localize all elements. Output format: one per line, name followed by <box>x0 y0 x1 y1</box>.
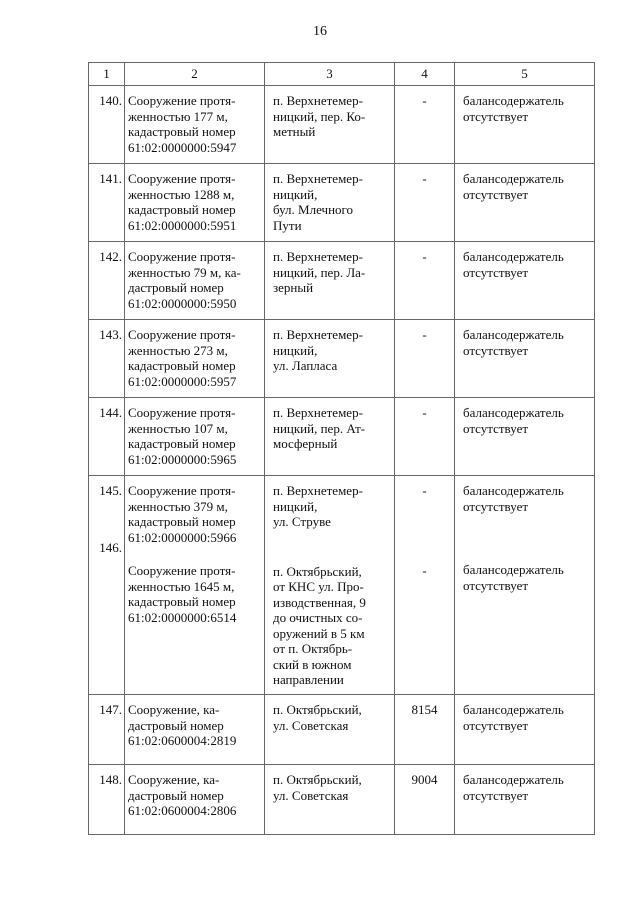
object-area: - <box>395 164 455 242</box>
table-row <box>89 695 595 765</box>
object-name: Сооружение протя- женностью 1645 м, кадастровый номер 61:02:0000000:6514 <box>128 563 237 625</box>
object-area: - <box>395 86 455 164</box>
column-header-3: 3 <box>265 63 395 86</box>
table-row <box>89 398 595 476</box>
object-name-cell <box>125 476 265 695</box>
object-address: п. Верхнетемер- ницкий, пер. Ат- мосферный <box>265 398 395 476</box>
row-number: 142. <box>89 242 125 320</box>
object-area: - <box>422 562 427 578</box>
object-address: п. Октябрьский, ул. Советская <box>265 695 395 765</box>
object-address-cell <box>265 476 395 695</box>
object-address: п. Верхнетемер- ницкий, пер. Ла- зерный <box>265 242 395 320</box>
row-number: 141. <box>89 164 125 242</box>
object-address: п. Верхнетемер- ницкий, пер. Ко- метный <box>265 86 395 164</box>
balance-holder: балансодержатель отсутствует <box>455 164 595 242</box>
balance-holder: балансодержатель отсутствует <box>455 242 595 320</box>
row-number: 145. <box>99 483 122 498</box>
object-name: Сооружение протя- женностью 107 м, кадастровый номер 61:02:0000000:5965 <box>125 398 265 476</box>
object-name: Сооружение протя- женностью 273 м, кадастровый номер 61:02:0000000:5957 <box>125 320 265 398</box>
object-address: п. Верхнетемер- ницкий, бул. Млечного Пути <box>265 164 395 242</box>
object-area-cell <box>395 476 455 695</box>
object-address: п. Октябрьский, ул. Советская <box>265 765 395 835</box>
table-row <box>89 86 595 164</box>
object-name: Сооружение протя- женностью 379 м, кадастровый номер 61:02:0000000:5966 <box>128 483 237 545</box>
table-row <box>89 242 595 320</box>
row-number: 144. <box>89 398 125 476</box>
object-area: - <box>395 242 455 320</box>
object-area: 9004 <box>395 765 455 835</box>
balance-holder: балансодержатель отсутствует <box>455 765 595 835</box>
table-row <box>89 765 595 835</box>
object-area: 8154 <box>395 695 455 765</box>
row-number: 143. <box>89 320 125 398</box>
row-number-cell <box>89 476 125 695</box>
balance-holder: балансодержатель отсутствует <box>463 483 564 514</box>
object-area: - <box>395 398 455 476</box>
table-row <box>89 164 595 242</box>
object-name: Сооружение протя- женностью 177 м, кадастровый номер 61:02:0000000:5947 <box>125 86 265 164</box>
registry-table <box>88 62 595 835</box>
object-name: Сооружение протя- женностью 79 м, ка- дастровый номер 61:02:0000000:5950 <box>125 242 265 320</box>
object-address: п. Верхнетемер- ницкий, ул. Струве <box>273 483 363 529</box>
table-row <box>89 320 595 398</box>
object-area: - <box>395 320 455 398</box>
row-number: 148. <box>89 765 125 835</box>
row-number: 146. <box>99 539 122 555</box>
balance-holder-cell <box>455 476 595 695</box>
balance-holder: балансодержатель отсутствует <box>455 398 595 476</box>
page-number: 16 <box>313 24 327 39</box>
object-name: Сооружение протя- женностью 1288 м, кадастровый номер 61:02:0000000:5951 <box>125 164 265 242</box>
table-row-merged <box>89 476 595 695</box>
table-header-row <box>89 63 595 86</box>
balance-holder: балансодержатель отсутствует <box>455 320 595 398</box>
row-number: 147. <box>89 695 125 765</box>
object-name: Сооружение, ка- дастровый номер 61:02:0600004:2806 <box>125 765 265 835</box>
object-address: п. Верхнетемер- ницкий, ул. Лапласа <box>265 320 395 398</box>
column-header-5: 5 <box>455 63 595 86</box>
column-header-1: 1 <box>89 63 125 86</box>
balance-holder: балансодержатель отсутствует <box>455 695 595 765</box>
row-number: 140. <box>89 86 125 164</box>
object-name: Сооружение, ка- дастровый номер 61:02:0600004:2819 <box>125 695 265 765</box>
column-header-2: 2 <box>125 63 265 86</box>
object-address: п. Октябрьский, от КНС ул. Про- изводственная, 9 до очистных со- оружений в 5 км от п. Октябрь- ский в южном направлении <box>273 563 366 687</box>
balance-holder: балансодержатель отсутствует <box>463 562 564 593</box>
column-header-4: 4 <box>395 63 455 86</box>
balance-holder: балансодержатель отсутствует <box>455 86 595 164</box>
object-area: - <box>422 483 427 498</box>
